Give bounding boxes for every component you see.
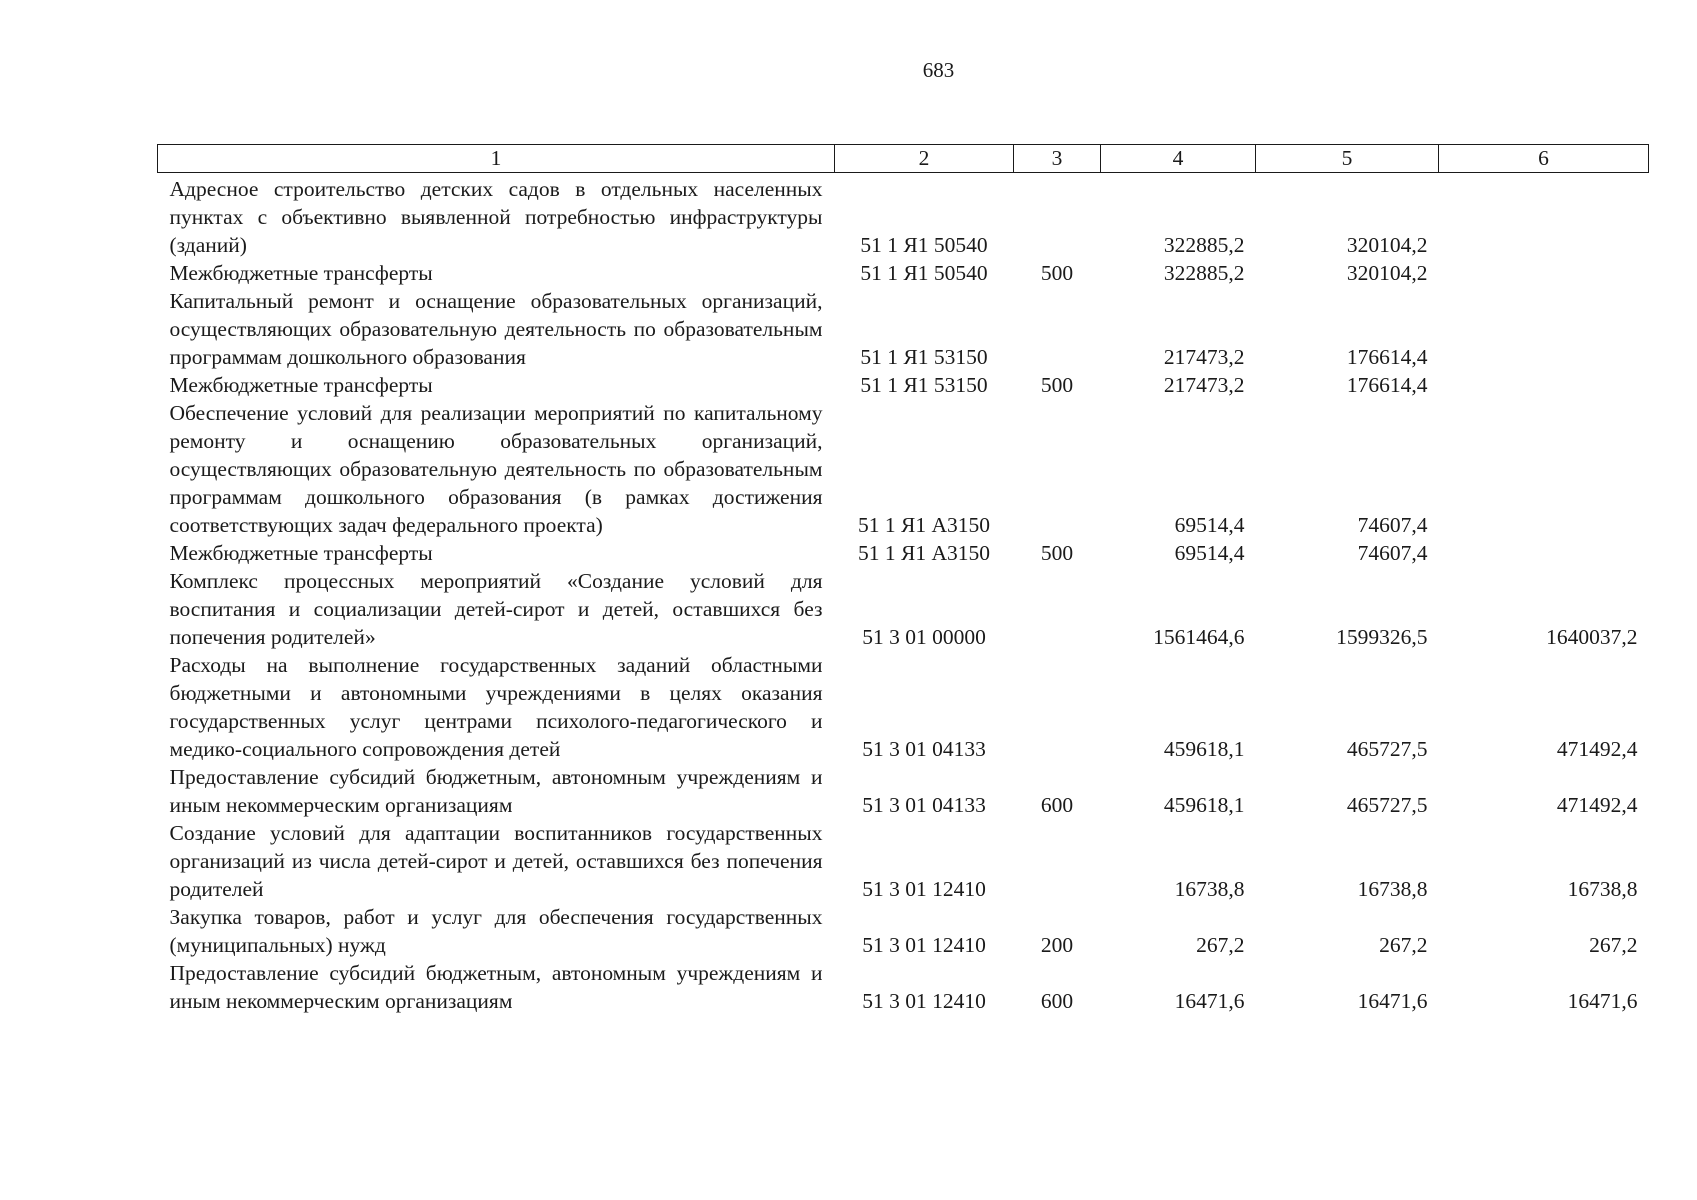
- row-expense-type: 500: [1040, 541, 1074, 565]
- table-header: [158, 145, 1649, 173]
- row-value-5: 320104,2: [1346, 261, 1428, 285]
- row-expense-type: [1014, 819, 1101, 903]
- table-row: [158, 763, 1649, 819]
- row-value-5: 16471,6: [1357, 989, 1428, 1013]
- row-expense-type: [1014, 651, 1101, 763]
- row-value-5: 465727,5: [1346, 793, 1428, 817]
- row-expense-type: [1014, 287, 1101, 371]
- table-row: [158, 287, 1649, 371]
- row-value-4: 217473,2: [1163, 373, 1245, 397]
- row-value-5: 74607,4: [1357, 541, 1428, 565]
- table-row: [158, 399, 1649, 539]
- row-name: Комплекс процессных мероприятий «Создание условий для воспитания и социализации детей-сирот и детей, оставшихся без попечения родителей»: [169, 569, 823, 649]
- row-code: 51 3 01 12410: [862, 877, 986, 901]
- row-code: 51 3 01 12410: [862, 989, 986, 1013]
- row-name: Закупка товаров, работ и услуг для обеспечения государственных (муниципальных) нужд: [169, 905, 823, 957]
- header-col-5: 5: [1256, 145, 1439, 173]
- row-value-5: 176614,4: [1346, 345, 1428, 369]
- row-name: Капитальный ремонт и оснащение образовательных организаций, осуществляющих образовательную деятельность по образовательным программам дошкольного образования: [169, 289, 823, 369]
- row-value-5: 16738,8: [1357, 877, 1428, 901]
- header-row: [158, 145, 1649, 173]
- header-col-4: 4: [1101, 145, 1256, 173]
- row-value-6: 471492,4: [1556, 737, 1638, 761]
- row-expense-type: [1014, 173, 1101, 260]
- row-code: 51 1 Я1 50540: [860, 261, 988, 285]
- row-value-5: 320104,2: [1346, 233, 1428, 257]
- header-col-3: 3: [1014, 145, 1101, 173]
- row-value-4: 69514,4: [1174, 541, 1245, 565]
- row-value-6: 267,2: [1589, 933, 1638, 957]
- row-value-5: 267,2: [1379, 933, 1428, 957]
- row-value-4: 267,2: [1196, 933, 1245, 957]
- row-value-4: 459618,1: [1163, 793, 1245, 817]
- row-value-5: 176614,4: [1346, 373, 1428, 397]
- row-expense-type: [1014, 399, 1101, 539]
- row-value-6: 471492,4: [1556, 793, 1638, 817]
- table-row: [158, 567, 1649, 651]
- row-expense-type: 500: [1040, 373, 1074, 397]
- row-code: 51 1 Я1 53150: [860, 373, 988, 397]
- header-col-2: 2: [835, 145, 1014, 173]
- row-value-6: [1439, 539, 1649, 567]
- row-code: 51 3 01 04133: [862, 737, 986, 761]
- row-code: 51 1 Я1 А3150: [858, 541, 990, 565]
- row-expense-type: 200: [1040, 933, 1074, 957]
- table-row: [158, 819, 1649, 903]
- header-col-6: 6: [1439, 145, 1649, 173]
- row-value-4: 459618,1: [1163, 737, 1245, 761]
- row-name: Межбюджетные трансферты: [169, 261, 433, 285]
- row-code: 51 1 Я1 53150: [860, 345, 988, 369]
- row-expense-type: [1014, 567, 1101, 651]
- row-code: 51 1 Я1 50540: [860, 233, 988, 257]
- row-value-6: 16738,8: [1567, 877, 1638, 901]
- row-name: Межбюджетные трансферты: [169, 373, 433, 397]
- row-value-6: 16471,6: [1567, 989, 1638, 1013]
- row-code: 51 3 01 12410: [862, 933, 986, 957]
- row-value-4: 69514,4: [1174, 513, 1245, 537]
- row-value-6: [1439, 259, 1649, 287]
- row-value-4: 1561464,6: [1153, 625, 1245, 649]
- table-row: [158, 539, 1649, 567]
- row-name: Предоставление субсидий бюджетным, автономным учреждениям и иным некоммерческим организациям: [169, 961, 823, 1013]
- row-name: Предоставление субсидий бюджетным, автономным учреждениям и иным некоммерческим организациям: [169, 765, 823, 817]
- row-value-6: 1640037,2: [1546, 625, 1638, 649]
- row-value-4: 322885,2: [1163, 261, 1245, 285]
- row-name: Межбюджетные трансферты: [169, 541, 433, 565]
- row-value-6: [1439, 173, 1649, 260]
- table-row: [158, 173, 1649, 260]
- table-row: [158, 259, 1649, 287]
- row-value-4: 16471,6: [1174, 989, 1245, 1013]
- row-value-5: 1599326,5: [1336, 625, 1428, 649]
- budget-table: [157, 144, 1649, 1015]
- row-value-6: [1439, 287, 1649, 371]
- row-value-5: 74607,4: [1357, 513, 1428, 537]
- row-code: 51 3 01 04133: [862, 793, 986, 817]
- row-expense-type: 500: [1040, 261, 1074, 285]
- row-code: 51 1 Я1 А3150: [858, 513, 990, 537]
- row-value-4: 217473,2: [1163, 345, 1245, 369]
- table-row: [158, 371, 1649, 399]
- row-name: Адресное строительство детских садов в отдельных населенных пунктах с объективно выявленной потребностью инфраструктуры (зданий): [169, 177, 823, 257]
- header-col-1: 1: [158, 145, 835, 173]
- table-row: [158, 959, 1649, 1015]
- row-name: Расходы на выполнение государственных заданий областными бюджетными и автономными учреждениями в целях оказания государственных услуг центрами психолого-педагогического и медико-социального сопровождения детей: [169, 653, 823, 761]
- page-number: 683: [922, 58, 955, 82]
- table-row: [158, 651, 1649, 763]
- row-expense-type: 600: [1040, 989, 1074, 1013]
- row-expense-type: 600: [1040, 793, 1074, 817]
- row-name: Создание условий для адаптации воспитанников государственных организаций из числа детей-сирот и детей, оставшихся без попечения родителей: [169, 821, 823, 901]
- row-value-4: 322885,2: [1163, 233, 1245, 257]
- row-value-4: 16738,8: [1174, 877, 1245, 901]
- row-code: 51 3 01 00000: [862, 625, 986, 649]
- table-body: [158, 173, 1649, 1016]
- table-row: [158, 903, 1649, 959]
- row-value-6: [1439, 399, 1649, 539]
- row-name: Обеспечение условий для реализации мероприятий по капитальному ремонту и оснащению образовательных организаций, осуществляющих образовательную деятельность по образовательным программам дошкольного образования (в рамках достижения соответствующих задач федерального проекта): [169, 401, 823, 537]
- row-value-5: 465727,5: [1346, 737, 1428, 761]
- row-value-6: [1439, 371, 1649, 399]
